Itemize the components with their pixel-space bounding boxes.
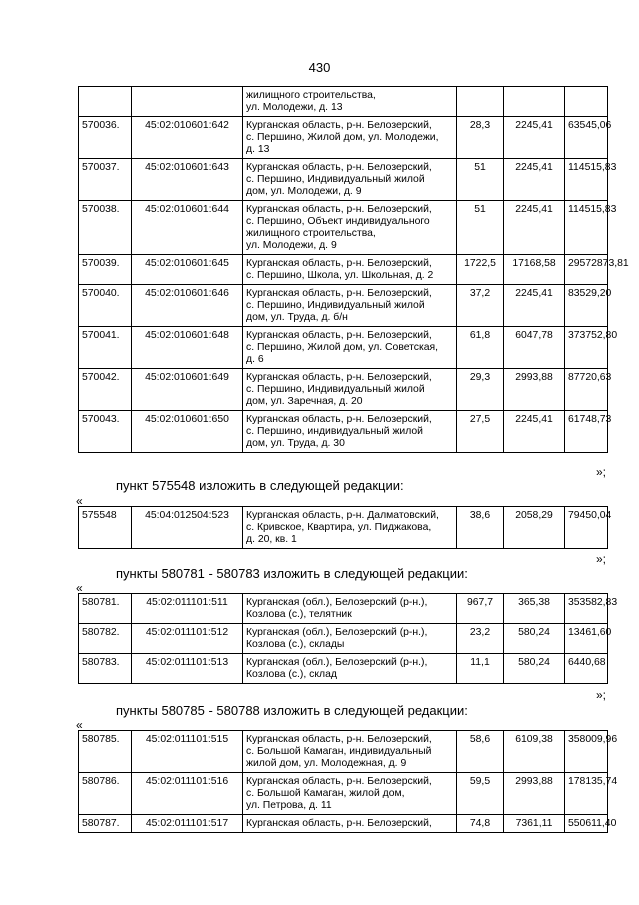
- cadastral-number-cell: 45:02:010601:644: [132, 201, 243, 255]
- row-number-cell: 570036.: [79, 117, 132, 159]
- row-number-cell: 580785.: [79, 731, 132, 773]
- cadastral-number-cell: 45:02:010601:646: [132, 285, 243, 327]
- unit-value-cell: 2058,29: [504, 507, 565, 549]
- table-row: [79, 594, 608, 624]
- amendment-paragraph: пункты 580781 - 580783 изложить в следующей редакции:: [116, 566, 468, 581]
- object-area-cell: 11,1: [457, 654, 504, 684]
- cadastral-number-cell: 45:02:010601:649: [132, 369, 243, 411]
- cadastral-value-cell: 178135,74: [565, 773, 608, 815]
- object-area-cell: 51: [457, 159, 504, 201]
- table-row: [79, 285, 608, 327]
- cadastral-number-cell: [132, 87, 243, 117]
- table-row: [79, 411, 608, 453]
- unit-value-cell: 2993,88: [504, 369, 565, 411]
- cadastral-value-cell: 61748,73: [565, 411, 608, 453]
- object-address-cell: Курганская область, р-н. Белозерский, с. Першино, Индивидуальный жилой дом, ул. Труда, д. б/н: [243, 285, 457, 327]
- row-number-cell: 580787.: [79, 815, 132, 833]
- opening-quote: «: [76, 718, 83, 732]
- cadastral-number-cell: 45:02:010601:642: [132, 117, 243, 159]
- cadastral-number-cell: 45:04:012504:523: [132, 507, 243, 549]
- row-number-cell: [79, 87, 132, 117]
- cadastral-value-cell: 358009,96: [565, 731, 608, 773]
- table-row: [79, 159, 608, 201]
- row-number-cell: 580783.: [79, 654, 132, 684]
- object-area-cell: 61,8: [457, 327, 504, 369]
- cadastral-value-cell: 373752,80: [565, 327, 608, 369]
- cadastral-value-cell: 83529,20: [565, 285, 608, 327]
- object-area-cell: 37,2: [457, 285, 504, 327]
- unit-value-cell: 365,38: [504, 594, 565, 624]
- cadastral-value-cell: 87720,63: [565, 369, 608, 411]
- object-address-cell: Курганская область, р-н. Белозерский, с. Першино, Индивидуальный жилой дом, ул. Молодежи, д. 9: [243, 159, 457, 201]
- table-row: [79, 255, 608, 285]
- cadastral-number-cell: 45:02:011101:511: [132, 594, 243, 624]
- table-row: [79, 815, 608, 833]
- unit-value-cell: 580,24: [504, 654, 565, 684]
- table-row: [79, 773, 608, 815]
- unit-value-cell: 2245,41: [504, 201, 565, 255]
- object-area-cell: 1722,5: [457, 255, 504, 285]
- row-number-cell: 570038.: [79, 201, 132, 255]
- object-address-cell: Курганская область, р-н. Белозерский, с. Большой Камаган, индивидуальный жилой дом, ул. Молодежная, д. 9: [243, 731, 457, 773]
- object-address-cell: Курганская область, р-н. Белозерский, с. Першино, Жилой дом, ул. Молодежи, д. 13: [243, 117, 457, 159]
- cadastral-value-cell: [565, 87, 608, 117]
- object-address-cell: Курганская область, р-н. Далматовский, с. Кривское, Квартира, ул. Пиджакова, д. 20, кв. 1: [243, 507, 457, 549]
- row-number-cell: 580782.: [79, 624, 132, 654]
- cadastral-number-cell: 45:02:011101:512: [132, 624, 243, 654]
- table-row: [79, 87, 608, 117]
- object-area-cell: 29,3: [457, 369, 504, 411]
- unit-value-cell: 2245,41: [504, 159, 565, 201]
- unit-value-cell: 6047,78: [504, 327, 565, 369]
- table-row: [79, 731, 608, 773]
- object-area-cell: [457, 87, 504, 117]
- cadastral-number-cell: 45:02:010601:643: [132, 159, 243, 201]
- cadastral-value-cell: 6440,68: [565, 654, 608, 684]
- closing-quote: »;: [596, 688, 607, 702]
- object-address-cell: Курганская область, р-н. Белозерский, с. Першино, индивидуальный жилой дом, ул. Труда, д. 30: [243, 411, 457, 453]
- cadastral-value-cell: 13461,60: [565, 624, 608, 654]
- table-row: [79, 327, 608, 369]
- object-address-cell: Курганская (обл.), Белозерский (р-н.), Козлова (с.), телятник: [243, 594, 457, 624]
- cadastral-number-cell: 45:02:011101:513: [132, 654, 243, 684]
- cadastral-number-cell: 45:02:011101:516: [132, 773, 243, 815]
- object-area-cell: 74,8: [457, 815, 504, 833]
- object-address-cell: Курганская область, р-н. Белозерский, с. Большой Камаган, жилой дом, ул. Петрова, д. 11: [243, 773, 457, 815]
- unit-value-cell: 2245,41: [504, 117, 565, 159]
- object-address-cell: Курганская (обл.), Белозерский (р-н.), Козлова (с.), склады: [243, 624, 457, 654]
- cadastral-value-cell: 114515,83: [565, 159, 608, 201]
- table-row: [79, 201, 608, 255]
- cadastral-number-cell: 45:02:010601:645: [132, 255, 243, 285]
- row-number-cell: 570043.: [79, 411, 132, 453]
- object-address-cell: жилищного строительства, ул. Молодежи, д. 13: [243, 87, 457, 117]
- row-number-cell: 575548: [79, 507, 132, 549]
- object-address-cell: Курганская (обл.), Белозерский (р-н.), Козлова (с.), склад: [243, 654, 457, 684]
- object-area-cell: 23,2: [457, 624, 504, 654]
- row-number-cell: 570042.: [79, 369, 132, 411]
- object-address-cell: Курганская область, р-н. Белозерский, с. Першино, Школа, ул. Школьная, д. 2: [243, 255, 457, 285]
- object-area-cell: 58,6: [457, 731, 504, 773]
- table-row: [79, 507, 608, 549]
- unit-value-cell: 2993,88: [504, 773, 565, 815]
- property-table-1: [78, 86, 629, 453]
- opening-quote: «: [76, 581, 83, 595]
- object-address-cell: Курганская область, р-н. Белозерский,: [243, 815, 457, 833]
- amendment-paragraph: пункт 575548 изложить в следующей редакции:: [116, 478, 404, 493]
- object-address-cell: Курганская область, р-н. Белозерский, с. Першино, Жилой дом, ул. Советская, д. 6: [243, 327, 457, 369]
- cadastral-value-cell: 353582,83: [565, 594, 608, 624]
- object-area-cell: 967,7: [457, 594, 504, 624]
- unit-value-cell: 2245,41: [504, 285, 565, 327]
- object-area-cell: 27,5: [457, 411, 504, 453]
- cadastral-value-cell: 114515,83: [565, 201, 608, 255]
- row-number-cell: 570040.: [79, 285, 132, 327]
- row-number-cell: 570039.: [79, 255, 132, 285]
- cadastral-number-cell: 45:02:010601:648: [132, 327, 243, 369]
- unit-value-cell: 17168,58: [504, 255, 565, 285]
- cadastral-value-cell: 29572873,81: [565, 255, 608, 285]
- object-address-cell: Курганская область, р-н. Белозерский, с. Першино, Объект индивидуального жилищного строительства, ул. Молодежи, д. 9: [243, 201, 457, 255]
- cadastral-value-cell: 550611,40: [565, 815, 608, 833]
- table-row: [79, 369, 608, 411]
- unit-value-cell: 2245,41: [504, 411, 565, 453]
- cadastral-number-cell: 45:02:010601:650: [132, 411, 243, 453]
- property-table-3: [78, 593, 618, 684]
- object-area-cell: 28,3: [457, 117, 504, 159]
- unit-value-cell: 580,24: [504, 624, 565, 654]
- unit-value-cell: 7361,11: [504, 815, 565, 833]
- opening-quote: «: [76, 494, 83, 508]
- cadastral-number-cell: 45:02:011101:515: [132, 731, 243, 773]
- closing-quote: »;: [596, 465, 607, 479]
- table-row: [79, 654, 608, 684]
- property-table-2: [78, 506, 612, 549]
- cadastral-number-cell: 45:02:011101:517: [132, 815, 243, 833]
- closing-quote: »;: [596, 552, 607, 566]
- table-row: [79, 624, 608, 654]
- table-row: [79, 117, 608, 159]
- amendment-paragraph: пункты 580785 - 580788 изложить в следующей редакции:: [116, 703, 468, 718]
- property-table-4: [78, 730, 618, 833]
- cadastral-value-cell: 79450,04: [565, 507, 608, 549]
- object-address-cell: Курганская область, р-н. Белозерский, с. Першино, Индивидуальный жилой дом, ул. Заречная, д. 20: [243, 369, 457, 411]
- unit-value-cell: 6109,38: [504, 731, 565, 773]
- page-number: 430: [308, 60, 331, 75]
- row-number-cell: 580781.: [79, 594, 132, 624]
- object-area-cell: 38,6: [457, 507, 504, 549]
- unit-value-cell: [504, 87, 565, 117]
- object-area-cell: 51: [457, 201, 504, 255]
- row-number-cell: 580786.: [79, 773, 132, 815]
- row-number-cell: 570037.: [79, 159, 132, 201]
- object-area-cell: 59,5: [457, 773, 504, 815]
- row-number-cell: 570041.: [79, 327, 132, 369]
- cadastral-value-cell: 63545,06: [565, 117, 608, 159]
